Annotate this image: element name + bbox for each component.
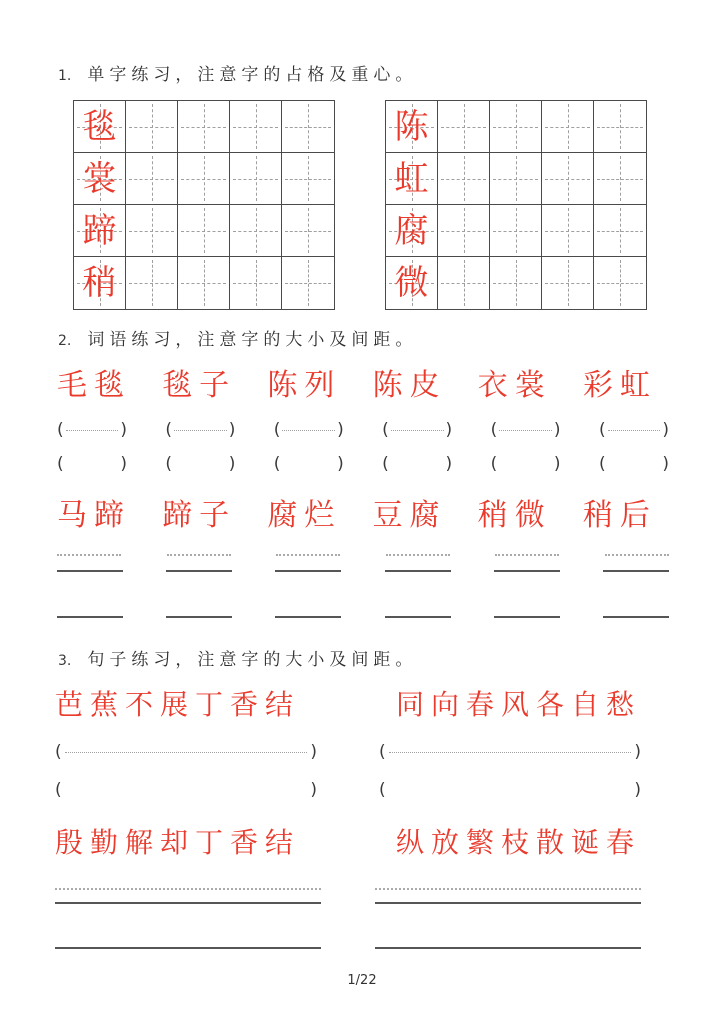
answer-blank-dashed: ( ) [57, 420, 127, 440]
writing-line-solid [385, 570, 451, 572]
answer-blank-dashed: ( ) [382, 420, 453, 440]
section1-title: 单字练习，注意字的占格及重心。 [87, 65, 418, 85]
section3-heading [58, 645, 417, 670]
grid-cell [178, 153, 230, 205]
grid-cell [230, 257, 282, 309]
writing-line-dotted [375, 888, 641, 890]
grid-cell [282, 205, 334, 257]
model-sentence: 殷勤解却丁香结 [55, 826, 301, 859]
answer-blank-dashed: ( ) [598, 420, 669, 440]
grid-cell [126, 257, 178, 309]
answer-blank-empty: ( ) [490, 454, 561, 474]
grid-cell [386, 205, 438, 257]
grid-cell [542, 153, 594, 205]
grid-cell [74, 101, 126, 153]
writing-line-solid [494, 570, 560, 572]
model-word: 豆腐 [372, 498, 447, 533]
pinyin-blank-row-empty [57, 456, 669, 473]
writing-line-solid [166, 570, 232, 572]
model-character: 毯 [82, 106, 117, 147]
model-sentence: 纵放繁枝散诞春 [395, 826, 641, 859]
section1-heading [58, 60, 417, 85]
answer-blank-empty: ( ) [273, 454, 344, 474]
writing-line-solid [375, 902, 641, 904]
model-word: 彩虹 [582, 368, 657, 403]
model-sentence: 同向春风各自愁 [395, 688, 641, 721]
grid-cell [386, 153, 438, 205]
answer-blank-dashed: ( ) [379, 742, 641, 762]
writing-line-row-solid-2 [57, 616, 669, 618]
grid-cell [594, 101, 646, 153]
writing-line-row-dotted [57, 554, 669, 556]
model-word: 毛毯 [57, 368, 131, 403]
writing-line-dotted [605, 554, 669, 556]
answer-blank-empty: ( ) [165, 454, 236, 474]
grid-cell [74, 257, 126, 309]
grid-cell [490, 257, 542, 309]
section2-heading [58, 325, 417, 350]
answer-blank-dashed: ( ) [273, 420, 344, 440]
writing-line-dotted [167, 554, 231, 556]
writing-line-solid [57, 570, 123, 572]
model-word: 蹄子 [162, 498, 237, 533]
sentence-line-row-solid-1 [55, 902, 641, 904]
answer-blank-empty: ( ) [379, 780, 641, 800]
writing-line-row-solid-1 [57, 570, 669, 572]
writing-line-dotted [386, 554, 450, 556]
grid-cell [542, 101, 594, 153]
grid-cell [282, 101, 334, 153]
practice-grid-left [73, 100, 335, 310]
writing-line-solid [55, 902, 321, 904]
grid-cell [178, 257, 230, 309]
writing-line-solid [494, 616, 560, 618]
section1-number: 1. [58, 68, 72, 84]
word-row-2 [57, 498, 669, 534]
pinyin-blank-row-dashed [57, 422, 669, 439]
dotted-fill [282, 430, 335, 431]
section2-number: 2. [58, 333, 72, 349]
grid-cell [594, 257, 646, 309]
answer-blank-dashed: ( ) [165, 420, 236, 440]
grid-cell [438, 101, 490, 153]
grid-cell [438, 205, 490, 257]
section3-number: 3. [58, 653, 72, 669]
grid-cell [438, 257, 490, 309]
model-character: 腐 [394, 210, 429, 251]
grid-cell [74, 153, 126, 205]
model-word: 毯子 [162, 368, 237, 403]
model-character: 陈 [394, 106, 429, 147]
grid-cell [126, 153, 178, 205]
writing-line-solid [166, 616, 232, 618]
model-character: 蹄 [82, 210, 117, 251]
grid-cell [126, 205, 178, 257]
model-sentence: 芭蕉不展丁香结 [55, 688, 301, 721]
grid-cell [178, 205, 230, 257]
writing-line-solid [603, 616, 669, 618]
model-word: 陈列 [267, 368, 342, 403]
model-character: 裳 [82, 158, 117, 199]
writing-line-solid [603, 570, 669, 572]
answer-blank-empty: ( ) [382, 454, 453, 474]
model-word: 稍微 [477, 498, 552, 533]
dotted-fill [499, 430, 552, 431]
practice-grid-right [385, 100, 647, 310]
writing-line-dotted [276, 554, 340, 556]
writing-line-dotted [55, 888, 321, 890]
dotted-fill [174, 430, 227, 431]
grid-cell [126, 101, 178, 153]
writing-line-dotted [495, 554, 559, 556]
writing-line-solid [275, 570, 341, 572]
model-character: 稍 [82, 263, 117, 303]
dotted-fill [389, 752, 632, 753]
grid-cell [542, 205, 594, 257]
grid-cell [438, 153, 490, 205]
answer-blank-dashed: ( ) [490, 420, 561, 440]
writing-line-solid [275, 616, 341, 618]
page-number: 1/22 [347, 973, 377, 988]
model-character: 微 [394, 263, 429, 303]
dotted-fill [608, 430, 661, 431]
dotted-fill [66, 430, 119, 431]
model-word: 腐烂 [267, 498, 342, 533]
grid-cell [490, 205, 542, 257]
grid-cell [542, 257, 594, 309]
writing-line-solid [55, 947, 321, 949]
sentence-line-row-solid-2 [55, 947, 641, 949]
grid-cell [594, 153, 646, 205]
sentence-row-2 [55, 826, 641, 860]
word-row-1 [57, 368, 669, 404]
grid-cell [178, 101, 230, 153]
writing-line-solid [385, 616, 451, 618]
answer-blank-empty: ( ) [598, 454, 669, 474]
sentence-blank-row-dashed [55, 744, 641, 761]
grid-cell [282, 153, 334, 205]
grid-cell [490, 101, 542, 153]
grid-cell [230, 101, 282, 153]
sentence-blank-row-empty [55, 782, 641, 799]
writing-line-dotted [57, 554, 121, 556]
model-word: 马蹄 [57, 498, 131, 533]
grid-cell [386, 257, 438, 309]
model-word: 稍后 [582, 498, 657, 533]
grid-cell [490, 153, 542, 205]
grid-cell [594, 205, 646, 257]
grid-cell [282, 257, 334, 309]
sentence-line-row-dotted [55, 888, 641, 890]
answer-blank-empty: ( ) [57, 454, 127, 474]
dotted-fill [391, 430, 444, 431]
section2-title: 词语练习，注意字的大小及间距。 [87, 330, 418, 350]
section3-title: 句子练习，注意字的大小及间距。 [87, 650, 418, 670]
answer-blank-empty: ( ) [55, 780, 317, 800]
grid-cell [74, 205, 126, 257]
model-word: 衣裳 [477, 368, 552, 403]
grid-cell [230, 153, 282, 205]
model-character: 虹 [394, 158, 429, 199]
model-word: 陈皮 [372, 368, 447, 403]
grid-cell [386, 101, 438, 153]
writing-line-solid [375, 947, 641, 949]
grid-cell [230, 205, 282, 257]
writing-line-solid [57, 616, 123, 618]
answer-blank-dashed: ( ) [55, 742, 317, 762]
dotted-fill [65, 752, 308, 753]
sentence-row-1 [55, 688, 641, 722]
